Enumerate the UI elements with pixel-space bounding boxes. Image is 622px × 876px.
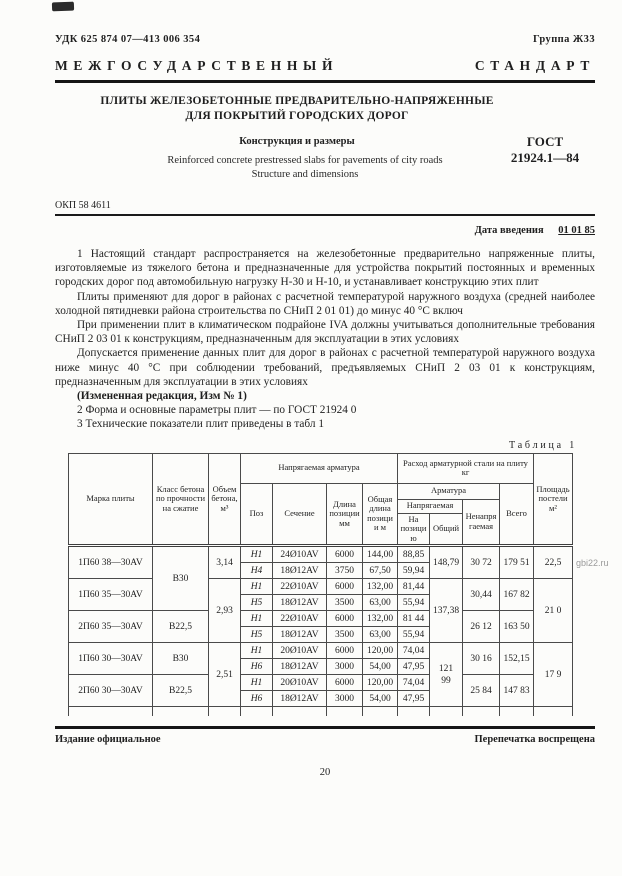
cell-obshch-dlina: 54,00 xyxy=(363,691,398,707)
header-dlina: Длина позиции мм xyxy=(327,483,363,546)
cell-klass: В22,5 xyxy=(153,675,209,707)
table-cell-empty xyxy=(398,707,430,717)
cell-poz: Н1 xyxy=(241,643,273,659)
standard-type-word1: МЕЖГОСУДАРСТВЕННЫЙ xyxy=(55,58,339,73)
header-obshchiy: Общий xyxy=(430,513,463,546)
table-cell-empty xyxy=(500,707,534,717)
body-text xyxy=(55,247,595,432)
standard-type-word2: СТАНДАРТ xyxy=(474,58,595,73)
header-poz: Поз xyxy=(241,483,273,546)
document-title-line2: ДЛЯ ПОКРЫТИЙ ГОРОДСКИХ ДОРОГ xyxy=(185,110,409,122)
cell-vsego: 179 51 xyxy=(500,546,534,579)
header-klass: Класс бетона по прочности на сжатие xyxy=(153,453,209,546)
paragraph-4: Допускается применение данных плит для дорог в районах с расчетной температурой наружного воздуха ниже минус 40 °С при соблюдении требований, предъявляемых СНиП 2 03 01 к конструкциям, предназначенным для эксплуатации в этих условиях xyxy=(55,347,595,388)
horizontal-rule xyxy=(55,726,595,729)
cell-marka: 2П60 35—30AV xyxy=(69,611,153,643)
scan-artifact xyxy=(52,2,74,12)
cell-poz: Н1 xyxy=(241,675,273,691)
cell-sechenie: 18Ø12AV xyxy=(273,691,327,707)
cell-sechenie: 20Ø10AV xyxy=(273,643,327,659)
cell-vsego: 163 50 xyxy=(500,611,534,643)
title-english xyxy=(55,154,555,181)
udk-row xyxy=(55,34,595,45)
footer-edition: Издание официальное xyxy=(55,733,161,745)
gost-label: ГОСТ xyxy=(526,134,564,149)
cell-na-poz: 55,94 xyxy=(398,627,430,643)
cell-obshch-dlina: 120,00 xyxy=(363,643,398,659)
cell-vsego: 152,15 xyxy=(500,643,534,675)
cell-obshch-dlina: 63,00 xyxy=(363,627,398,643)
cell-obshch-dlina: 67,50 xyxy=(363,563,398,579)
cell-poz: Н1 xyxy=(241,611,273,627)
header-napryagaemaya: Напрягаемая xyxy=(398,499,463,513)
cell-marka: 2П60 30—30AV xyxy=(69,675,153,707)
cell-klass: В22,5 xyxy=(153,611,209,643)
cell-nenapr: 30 16 xyxy=(463,643,500,675)
cell-obshchiy: 148,79 xyxy=(430,546,463,579)
cell-ploshchad: 21 0 xyxy=(534,579,573,643)
group-label: Группа Ж33 xyxy=(532,34,595,45)
introduction-date xyxy=(55,225,595,236)
footer xyxy=(55,734,595,745)
table-cell-empty xyxy=(273,707,327,717)
header-obshch-dlina: Общая длина позиции м xyxy=(363,483,398,546)
cell-nenapr: 26 12 xyxy=(463,611,500,643)
cell-sechenie: 18Ø12AV xyxy=(273,627,327,643)
cell-marka: 1П60 35—30AV xyxy=(69,579,153,611)
cell-klass: В30 xyxy=(153,546,209,611)
paragraph-3: При применении плит в климатическом подрайоне IVA должны учитываться дополнительные требования СНиП 2 03 01 к конструкциям, предназначенным для эксплуатации в этих условиях xyxy=(55,319,595,346)
cell-sechenie: 18Ø12AV xyxy=(273,659,327,675)
cell-marka: 1П60 38—30AV xyxy=(69,546,153,579)
cell-na-poz: 47,95 xyxy=(398,691,430,707)
cell-obshch-dlina: 63,00 xyxy=(363,595,398,611)
table-cell-empty xyxy=(534,707,573,717)
cell-poz: Н6 xyxy=(241,691,273,707)
paragraph-2: Плиты применяют для дорог в районах с расчетной температурой наружного воздуха (средней наиболее холодной пятидневки района строительства по СНиП 2 01 01) до минус 40 °С включ xyxy=(55,290,595,317)
table-header xyxy=(69,453,573,546)
page-number: 20 xyxy=(319,766,331,778)
cell-na-poz: 74,04 xyxy=(398,675,430,691)
cell-ploshchad: 17 9 xyxy=(534,643,573,707)
udk-number: УДК 625 874 07—413 006 354 xyxy=(55,34,201,45)
table-cell-empty xyxy=(463,707,500,717)
page-content xyxy=(55,34,595,778)
cell-sechenie: 18Ø12AV xyxy=(273,563,327,579)
cell-sechenie: 22Ø10AV xyxy=(273,579,327,595)
paragraph-7: 3 Технические показатели плит приведены в табл 1 xyxy=(77,418,324,431)
table-caption: Таблица 1 xyxy=(509,439,577,451)
cell-nenapr: 25 84 xyxy=(463,675,500,707)
table-row xyxy=(69,546,573,563)
cell-sechenie: 24Ø10AV xyxy=(273,546,327,563)
horizontal-rule xyxy=(55,80,595,83)
cell-obshch-dlina: 144,00 xyxy=(363,546,398,563)
gost-number: 21924.1—84 xyxy=(510,150,580,165)
cell-obshchiy: 137,38 xyxy=(430,579,463,643)
table-cell-empty xyxy=(327,707,363,717)
paragraph-1: 1 Настоящий стандарт распространяется на железобетонные предварительно напряженные плиты, изготовляемые из тяжелого бетона и предназначенные для устройства покрытий постоянных и временных городских дорог под автомобильную нагрузку Н-30 и Н-10, и устанавливает конструкцию этих плит xyxy=(55,248,595,289)
cell-vsego: 147 83 xyxy=(500,675,534,707)
cell-na-poz: 74,04 xyxy=(398,643,430,659)
date-label: Дата введения xyxy=(474,225,544,236)
watermark: gbi22.ru xyxy=(576,558,609,568)
title-english-line2: Structure and dimensions xyxy=(251,168,359,180)
cell-na-poz: 88,85 xyxy=(398,546,430,563)
document-title xyxy=(55,94,539,124)
cell-nenapr: 30 72 xyxy=(463,546,500,579)
header-nenapryagaemaya: Ненапрягаемая xyxy=(463,499,500,546)
table-row-empty xyxy=(69,707,573,717)
cell-nenapr: 30,44 xyxy=(463,579,500,611)
cell-na-poz: 81,44 xyxy=(398,579,430,595)
header-marka: Марка плиты xyxy=(69,453,153,546)
cell-dlina: 6000 xyxy=(327,611,363,627)
header-napryagaemaya-armatura: Напрягаемая арматура xyxy=(241,453,398,483)
cell-obshch-dlina: 132,00 xyxy=(363,579,398,595)
cell-na-poz: 81 44 xyxy=(398,611,430,627)
table-cell-empty xyxy=(209,707,241,717)
header-obyem: Объем бетона, м³ xyxy=(209,453,241,546)
cell-na-poz: 55,94 xyxy=(398,595,430,611)
table-cell-empty xyxy=(69,707,153,717)
cell-dlina: 6000 xyxy=(327,546,363,563)
specs-table xyxy=(68,453,573,717)
cell-dlina: 6000 xyxy=(327,643,363,659)
footer-reprint-notice: Перепечатка воспрещена xyxy=(474,733,595,745)
gost-designation xyxy=(495,134,595,166)
cell-dlina: 3000 xyxy=(327,691,363,707)
date-value: 01 01 85 xyxy=(558,225,595,236)
standard-type xyxy=(55,58,595,74)
cell-obyem: 3,14 xyxy=(209,546,241,579)
cell-dlina: 3500 xyxy=(327,627,363,643)
table-cell-empty xyxy=(430,707,463,717)
cell-poz: Н4 xyxy=(241,563,273,579)
cell-obyem: 2,51 xyxy=(209,643,241,707)
cell-marka: 1П60 30—30AV xyxy=(69,643,153,675)
cell-poz: Н5 xyxy=(241,627,273,643)
cell-vsego: 167 82 xyxy=(500,579,534,611)
title-english-line1: Reinforced concrete prestressed slabs for pavements of city roads xyxy=(167,155,443,166)
cell-sechenie: 22Ø10AV xyxy=(273,611,327,627)
cell-dlina: 6000 xyxy=(327,579,363,595)
horizontal-rule xyxy=(55,214,595,216)
cell-dlina: 3500 xyxy=(327,595,363,611)
paragraph-6: 2 Форма и основные параметры плит — по ГОСТ 21924 0 xyxy=(77,404,357,417)
cell-poz: Н1 xyxy=(241,579,273,595)
cell-klass: В30 xyxy=(153,643,209,675)
cell-sechenie: 18Ø12AV xyxy=(273,595,327,611)
cell-dlina: 6000 xyxy=(327,675,363,691)
cell-ploshchad: 22,5 xyxy=(534,546,573,579)
paragraph-amendment: (Измененная редакция, Изм № 1) xyxy=(77,390,247,403)
okp-number: ОКП 58 4611 xyxy=(55,200,111,211)
cell-obshchiy: 121 99 xyxy=(430,643,463,707)
header-ploshchad: Площадь постели м² xyxy=(534,453,573,546)
cell-obshch-dlina: 132,00 xyxy=(363,611,398,627)
cell-poz: Н6 xyxy=(241,659,273,675)
cell-na-poz: 47,95 xyxy=(398,659,430,675)
table-row xyxy=(69,643,573,659)
table-row xyxy=(69,579,573,595)
header-rashod: Расход арматурной стали на плиту кг xyxy=(398,453,534,483)
header-sechenie: Сечение xyxy=(273,483,327,546)
header-na-poz: На позицию xyxy=(398,513,430,546)
table-row xyxy=(69,675,573,691)
document-subtitle: Конструкция и размеры xyxy=(239,136,355,147)
cell-obshch-dlina: 120,00 xyxy=(363,675,398,691)
cell-dlina: 3750 xyxy=(327,563,363,579)
cell-na-poz: 59,94 xyxy=(398,563,430,579)
cell-obshch-dlina: 54,00 xyxy=(363,659,398,675)
table-row xyxy=(69,611,573,627)
header-vsego: Всего xyxy=(500,483,534,546)
table-cell-empty xyxy=(241,707,273,717)
cell-poz: Н5 xyxy=(241,595,273,611)
table-body xyxy=(69,546,573,717)
document-title-line1: ПЛИТЫ ЖЕЛЕЗОБЕТОННЫЕ ПРЕДВАРИТЕЛЬНО-НАПРЯЖЕННЫЕ xyxy=(100,95,494,107)
table-cell-empty xyxy=(363,707,398,717)
cell-obyem: 2,93 xyxy=(209,579,241,643)
table-cell-empty xyxy=(153,707,209,717)
cell-sechenie: 20Ø10AV xyxy=(273,675,327,691)
header-armatura: Арматура xyxy=(398,483,500,499)
cell-poz: Н1 xyxy=(241,546,273,563)
cell-dlina: 3000 xyxy=(327,659,363,675)
